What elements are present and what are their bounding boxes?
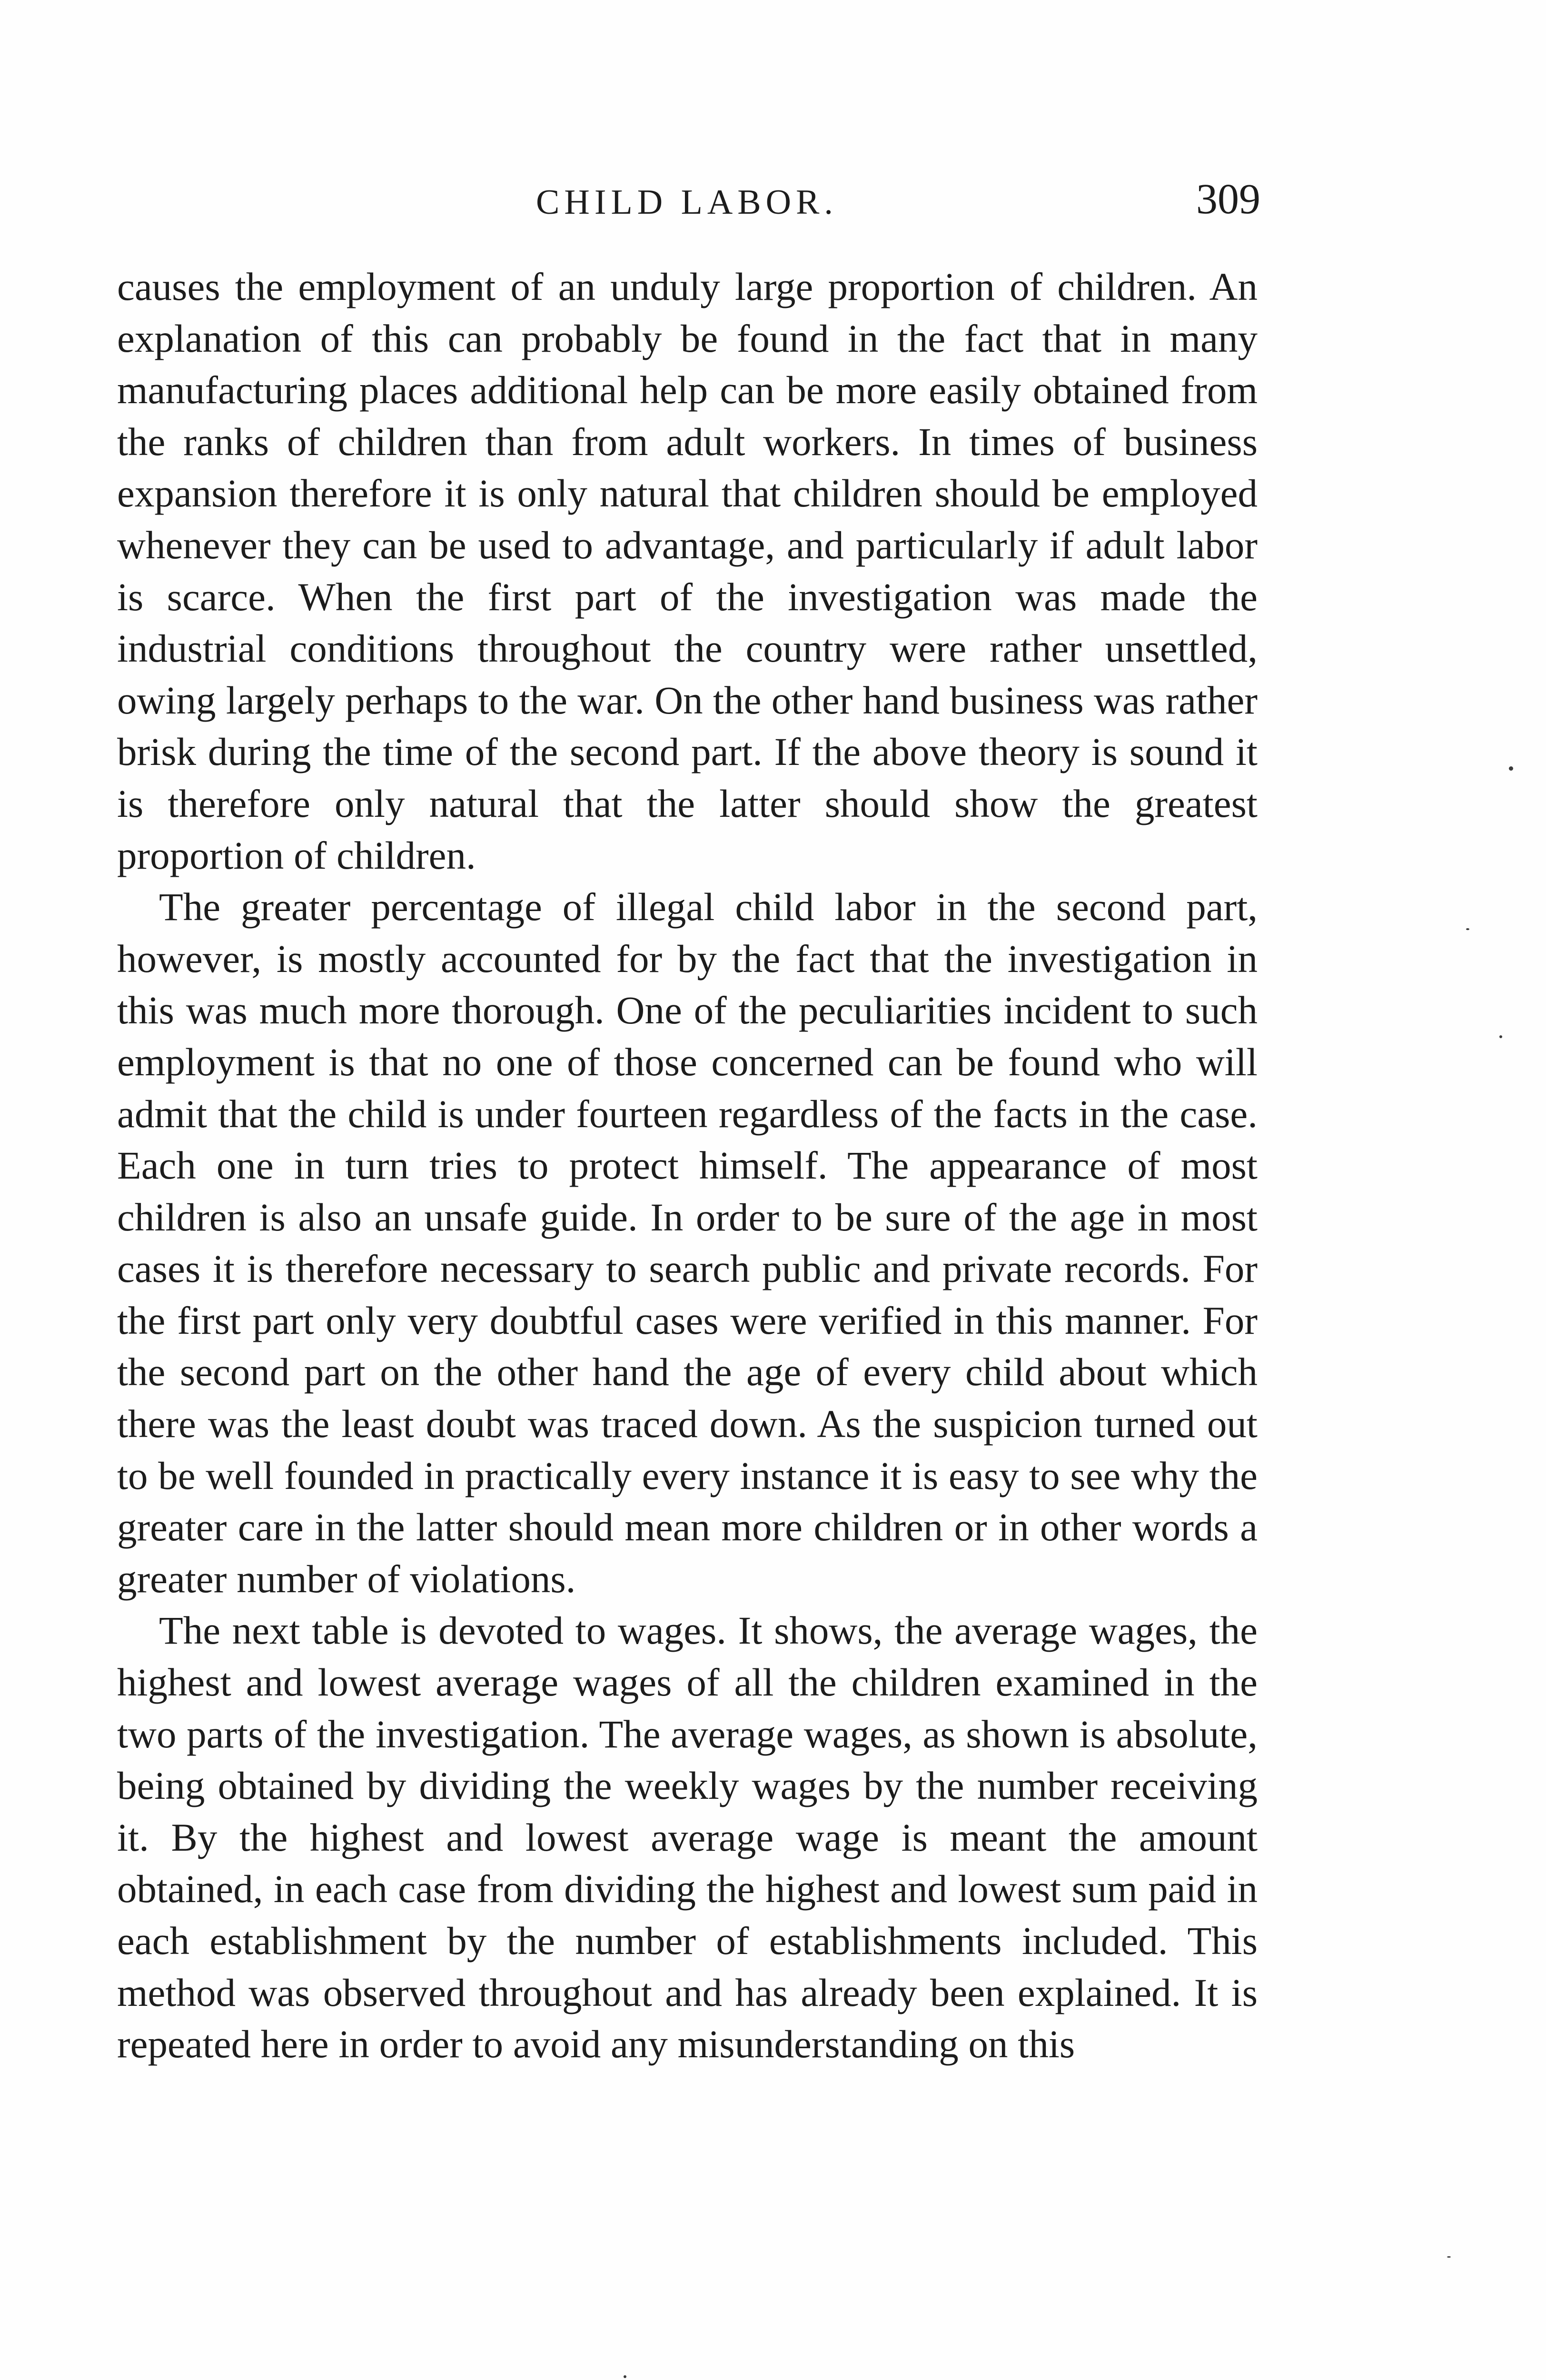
paragraph-3: The next table is devoted to wages. It shows, the average wages, the highest and lowest average wages of all the children examined in the two parts of the investigation. The average wages, as shown is absolute, being obtained by dividing the weekly wages by the number receiving it. By the highest and lowest average wage is meant the amount obtained, in each case from dividing the highest and lowest sum paid in each establishment by the number of establishments included. This method was observed throughout and has already been explained. It is repeated here in order to avoid any misunderstanding on this	[117, 1608, 1258, 2066]
scan-speck	[1509, 766, 1513, 771]
scan-speck	[1499, 1035, 1502, 1038]
scan-speck	[1466, 928, 1469, 930]
page-number: 309	[1196, 176, 1260, 223]
paragraph-2: The greater percentage of illegal child labor in the second part, however, is mostly accounted for by the fact that the investigation in this was much more thorough. One of the peculiarities incident to such employment is that no one of those concerned can be found who will admit that the child is under fourteen regardless of the facts in the case. Each one in turn tries to protect himself. The appearance of most children is also an unsafe guide. In order to be sure of the age in most cases it is therefore necessary to search public and private records. For the first part only very doubtful cases were verified in this manner. For the second part on the other hand the age of every child about which there was the least doubt was traced down. As the suspicion turned out to be well founded in practically every instance it is easy to see why the greater care in the latter should mean more children or in other words a greater number of violations.	[117, 885, 1258, 1601]
running-title: CHILD LABOR.	[536, 183, 838, 222]
paragraph-1: causes the employment of an unduly large proportion of children. An explanation of this can probably be found in the fact that in many manufacturing places additional help can be more easily obtained from the ranks of children than from adult workers. In times of business expansion therefore it is only natural that children should be employed whenever they can be used to advantage, and particularly if adult labor is scarce. When the first part of the investigation was made the industrial conditions throughout the country were rather unsettled, owing largely perhaps to the war. On the other hand business was rather brisk during the time of the second part. If the above theory is sound it is therefore only natural that the latter should show the greatest proportion of children.	[117, 265, 1258, 877]
scan-speck	[624, 2375, 626, 2378]
body-text	[117, 261, 1258, 2070]
running-head	[118, 176, 1260, 233]
scan-speck	[1447, 2256, 1451, 2258]
